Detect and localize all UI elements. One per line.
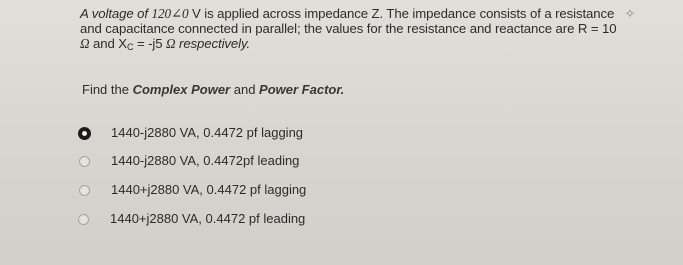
pin-icon[interactable]: ✧ <box>624 6 636 21</box>
question-line-2: and capacitance connected in parallel; the values for the resistance and reactance are R = 10 <box>80 21 617 36</box>
radio-button-selected[interactable] <box>78 127 91 140</box>
question-prompt <box>82 82 344 98</box>
question-text <box>80 6 650 55</box>
and-text: and X <box>89 36 127 51</box>
answer-option-label: 1440-j2880 VA, 0.4472pf leading <box>111 153 300 168</box>
question-line-3 <box>80 36 650 55</box>
prompt-power-factor: Power Factor. <box>259 82 345 97</box>
reactance-subscript: C <box>126 42 134 52</box>
answer-option-3[interactable] <box>79 179 306 201</box>
question-text-intro: A voltage of <box>80 6 152 21</box>
reactance-value: = -j5 <box>133 36 167 51</box>
radio-button[interactable] <box>78 214 89 225</box>
answer-option-4[interactable] <box>78 208 305 230</box>
answer-option-2[interactable] <box>79 150 299 172</box>
prompt-and: and <box>230 82 260 97</box>
question-line-1 <box>80 6 650 21</box>
voltage-phasor: 120∠0 <box>151 6 189 21</box>
answer-option-1[interactable] <box>78 122 303 144</box>
answer-option-label: 1440-j2880 VA, 0.4472 pf lagging <box>111 125 304 140</box>
ohm-symbol-2: Ω <box>166 36 176 51</box>
answer-option-label: 1440+j2880 VA, 0.4472 pf leading <box>110 211 306 226</box>
radio-button[interactable] <box>79 156 90 167</box>
radio-button[interactable] <box>79 185 90 196</box>
prompt-complex-power: Complex Power <box>132 82 231 97</box>
respectively-text: respectively. <box>175 36 251 51</box>
answer-option-label: 1440+j2880 VA, 0.4472 pf lagging <box>111 182 307 197</box>
prompt-find: Find the <box>82 82 133 97</box>
ohm-symbol: Ω <box>80 36 90 51</box>
question-text-rest: V is applied across impedance Z. The impedance consists of a resistance <box>188 6 615 21</box>
